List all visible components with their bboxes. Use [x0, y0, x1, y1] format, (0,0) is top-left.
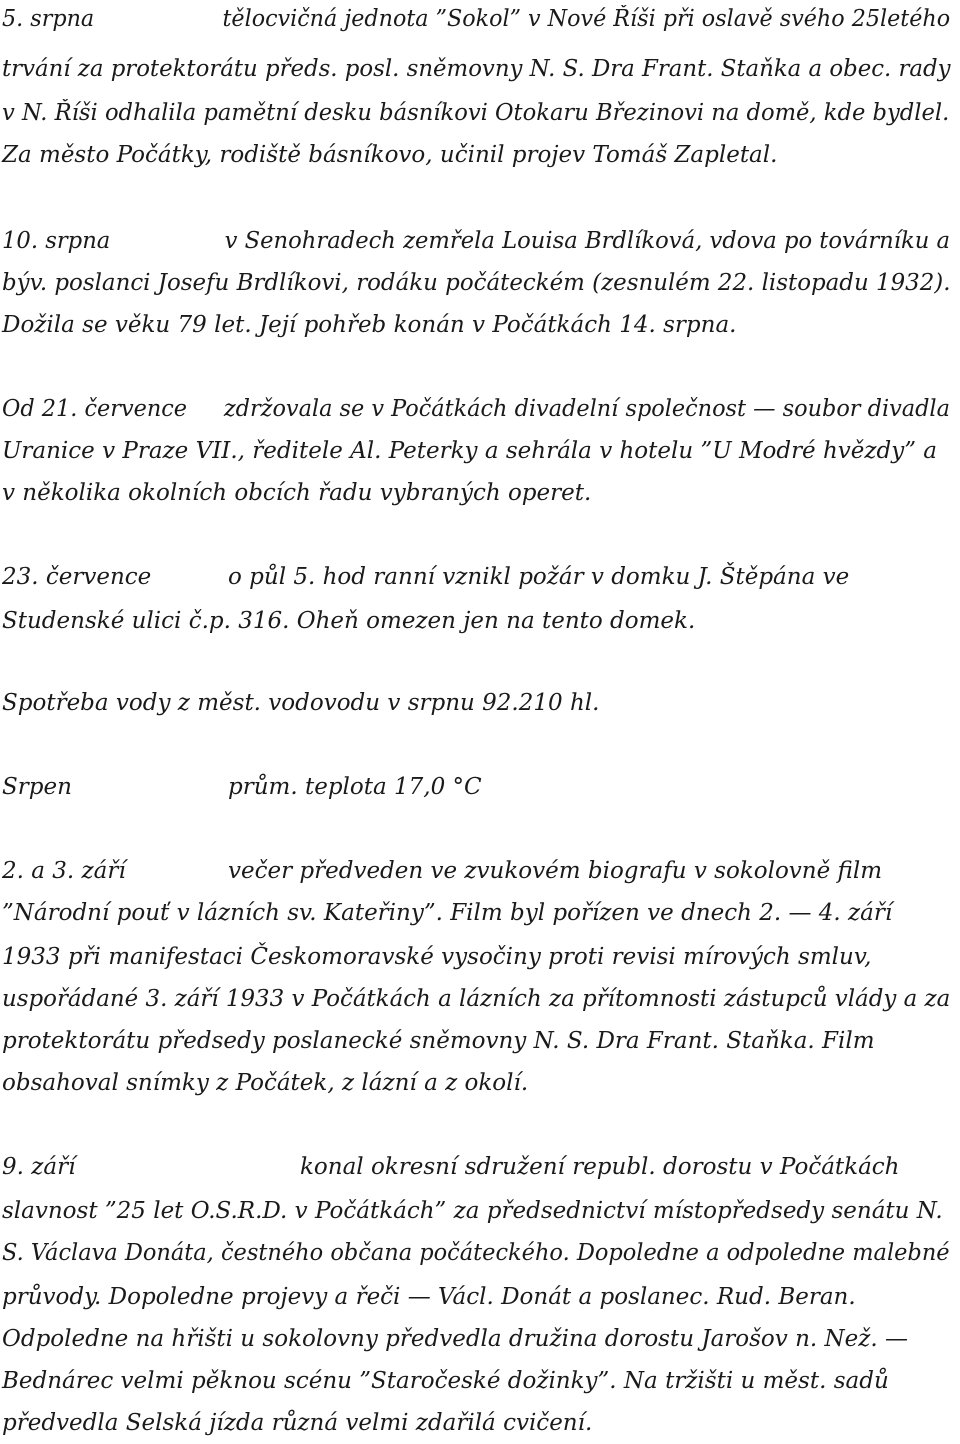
entry-text-line: průvody. Dopoledne projevy a řeči — Václ. Donát a poslanec. Rud. Beran.	[2, 1284, 856, 1310]
entry-text-line: předvedla Selská jízda různá velmi zdařilá cvičení.	[2, 1410, 593, 1436]
entry-header-line	[2, 1152, 900, 1182]
entry-text: večer předveden ve zvukovém biografu v sokolovně film	[228, 858, 883, 884]
entry-date: 23. července	[2, 564, 152, 590]
entry-text-line: slavnost ”25 let O.S.R.D. v Počátkách” za předsednictví místopředsedy senátu N.	[2, 1198, 943, 1224]
entry-text-line: Bednárec velmi pěknou scénu ”Staročeské dožinky”. Na tržišti u měst. sadů	[2, 1368, 889, 1394]
entry-header-line	[2, 856, 883, 886]
entry-header-line	[2, 4, 951, 34]
entry-text-line: S. Václava Donáta, čestného občana počáteckého. Dopoledne a odpoledne malebné	[2, 1240, 950, 1266]
entry-text-line: Za město Počátky, rodiště básníkovo, učinil projev Tomáš Zapletal.	[2, 142, 778, 168]
entry-text-line: Dožila se věku 79 let. Její pohřeb konán v Počátkách 14. srpna.	[2, 312, 737, 338]
entry-text-line: Odpoledne na hřišti u sokolovny předvedla družina dorostu Jarošov n. Než. —	[2, 1326, 908, 1352]
entry-date: Srpen	[2, 774, 72, 800]
entry-text-line: uspořádané 3. září 1933 v Počátkách a lázních za přítomnosti zástupců vlády a za	[2, 986, 951, 1012]
entry-header-line	[2, 562, 850, 592]
entry-text-line: obsahoval snímky z Počátek, z lázní a z okolí.	[2, 1070, 529, 1096]
entry-text-line: 1933 při manifestaci Českomoravské vysočiny proti revisi mírových smluv,	[2, 944, 872, 970]
entry-text-line: v několika okolních obcích řadu vybraných operet.	[2, 480, 592, 506]
entry-text: prům. teplota 17,0 °C	[228, 774, 482, 800]
entry-text: zdržovala se v Počátkách divadelní společnost — soubor divadla	[223, 396, 950, 422]
entry-text: konal okresní sdružení republ. dorostu v Počátkách	[300, 1154, 900, 1180]
entry-text-line: protektorátu předsedy poslanecké sněmovny N. S. Dra Frant. Staňka. Film	[2, 1028, 875, 1054]
entry-text-line: Studenské ulici č.p. 316. Oheň omezen jen na tento domek.	[2, 608, 696, 634]
entry-header-line	[2, 394, 950, 424]
entry-date: 5. srpna	[2, 6, 95, 32]
entry-text: v Senohradech zemřela Louisa Brdlíková, vdova po továrníku a	[224, 228, 951, 254]
entry-text-line: Spotřeba vody z měst. vodovodu v srpnu 92.210 hl.	[2, 690, 600, 716]
entry-text-line: býv. poslanci Josefu Brdlíkovi, rodáku počáteckém (zesnulém 22. listopadu 1932).	[2, 270, 951, 296]
entry-date: Od 21. července	[2, 396, 188, 422]
entry-text-line: trvání za protektorátu předs. posl. sněmovny N. S. Dra Frant. Staňka a obec. rady	[2, 56, 951, 82]
entry-date: 10. srpna	[2, 228, 111, 254]
entry-text: o půl 5. hod ranní vznikl požár v domku J. Štěpána ve	[228, 564, 850, 590]
entry-text: tělocvičná jednota ”Sokol” v Nové Říši při oslavě svého 25letého	[222, 6, 951, 32]
entry-date: 9. září	[2, 1154, 76, 1180]
entry-header-line	[2, 226, 951, 256]
entry-text-line: Uranice v Praze VII., ředitele Al. Peterky a sehrála v hotelu ”U Modré hvězdy” a	[2, 438, 938, 464]
entry-text-line: ”Národní pouť v lázních sv. Kateřiny”. Film byl pořízen ve dnech 2. — 4. září	[2, 900, 893, 926]
entry-date: 2. a 3. září	[2, 858, 126, 884]
entry-header-line	[2, 772, 482, 802]
entry-text-line: v N. Říši odhalila pamětní desku básníkovi Otokaru Březinovi na domě, kde bydlel.	[2, 100, 950, 126]
